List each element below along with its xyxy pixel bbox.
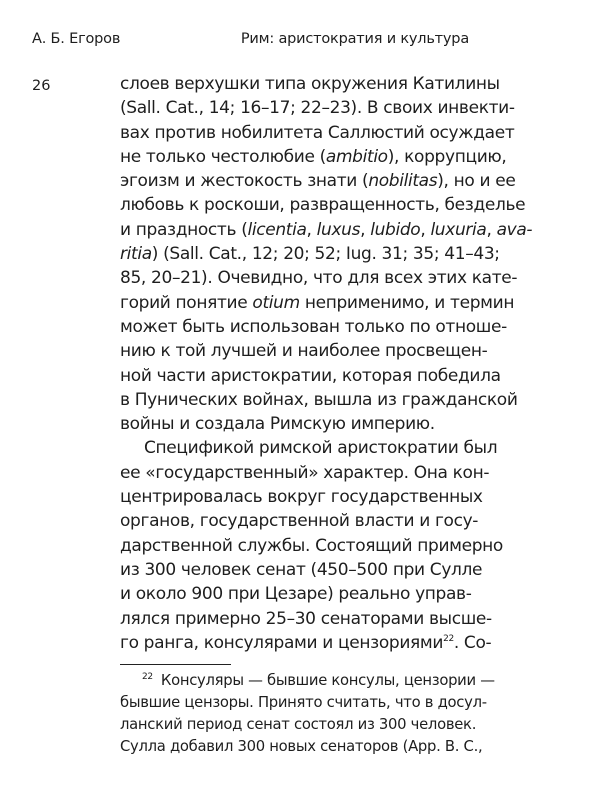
text-line <box>120 145 507 169</box>
running-head <box>32 29 469 49</box>
latin-term: lubido <box>370 219 421 240</box>
text-line: любовь к роскоши, развращенность, безделье <box>120 195 526 216</box>
text-line: войны и создала Римскую империю. <box>120 414 435 435</box>
text-line: из 300 человек сенат (450–500 при Сулле <box>120 559 483 580</box>
text-line <box>120 631 492 655</box>
text-line: дарственной службы. Состоящий примерно <box>120 535 503 556</box>
text-line: ее «государственный» характер. Она кон- <box>120 462 490 483</box>
latin-term: luxus <box>316 219 361 240</box>
text-line: нию к той лучшей и наиболее просвещен- <box>120 341 488 362</box>
text-run: , <box>420 219 431 240</box>
text-run: ), коррупцию, <box>387 146 507 167</box>
text-line: и около 900 при Цезаре) реально управ- <box>120 584 472 605</box>
text-line: может быть использован только по отноше- <box>120 316 507 337</box>
text-run: , <box>306 219 317 240</box>
footnote-mark: 22 <box>142 672 153 682</box>
page-number: 26 <box>32 78 51 94</box>
body-text <box>120 72 533 655</box>
text-line: слоев верхушки типа окружения Катилины <box>120 74 500 94</box>
latin-term: otium <box>252 292 300 313</box>
latin-term: nobilitas <box>368 171 438 192</box>
paragraph-start-line: Спецификой римской аристократии был <box>144 438 498 459</box>
text-line: лялся примерно 25–30 сенаторами высше- <box>120 608 492 629</box>
footnote-line <box>120 670 495 692</box>
text-line: (Sall. Cat., 14; 16–17; 22–23). В своих инвекти- <box>120 98 515 119</box>
text-line: органов, государственной власти и госу- <box>120 511 479 532</box>
latin-term: licentia <box>247 219 307 240</box>
text-line: ной части аристократии, которая победила <box>120 365 501 386</box>
text-line: центрировалась вокруг государственных <box>120 487 483 508</box>
footnote-separator <box>120 664 231 665</box>
latin-term: ava- <box>496 219 533 240</box>
footnote-line: бывшие цензоры. Принято считать, что в досул- <box>120 694 487 711</box>
text-line: 85, 20–21). Очевидно, что для всех этих кате- <box>120 268 518 289</box>
latin-term: ambitio <box>325 146 388 167</box>
text-run: . Со- <box>453 632 492 653</box>
text-line <box>120 169 516 193</box>
text-run: и праздность ( <box>120 219 248 240</box>
footnote-reference[interactable]: 22 <box>443 633 454 644</box>
latin-term: ritia <box>120 244 152 265</box>
text-run: эгоизм и жестокость знати ( <box>120 171 369 192</box>
text-line <box>120 218 533 242</box>
text-line: в Пунических войнах, вышла из гражданской <box>120 389 518 410</box>
text-run: ), но и ее <box>437 171 516 192</box>
text-run: Консуляры — бывшие консулы, цензории — <box>160 672 495 689</box>
footnote-line: ланский период сенат состоял из 300 человек. <box>120 716 477 733</box>
text-run: ) (Sall. Cat., 12; 20; 52; Iug. 31; 35; 41–43; <box>151 244 500 265</box>
text-run: , <box>360 219 371 240</box>
text-line <box>120 291 515 315</box>
text-run: го ранга, консулярами и цензориями <box>120 632 444 653</box>
footnote-line: Сулла добавил 300 новых сенаторов (App. B. C., <box>120 738 483 755</box>
text-run: , <box>486 219 497 240</box>
running-head-author: А. Б. Егоров <box>32 31 121 47</box>
text-line <box>120 242 500 266</box>
text-run: неприменимо, и термин <box>299 292 515 313</box>
text-run: горий понятие <box>120 292 253 313</box>
latin-term: luxuria <box>430 219 487 240</box>
text-run: не только честолюбие ( <box>120 146 326 167</box>
footnotes <box>120 670 495 758</box>
text-line: вах против нобилитета Саллюстий осуждает <box>120 122 515 143</box>
running-head-title: Рим: аристократия и культура <box>240 31 469 47</box>
